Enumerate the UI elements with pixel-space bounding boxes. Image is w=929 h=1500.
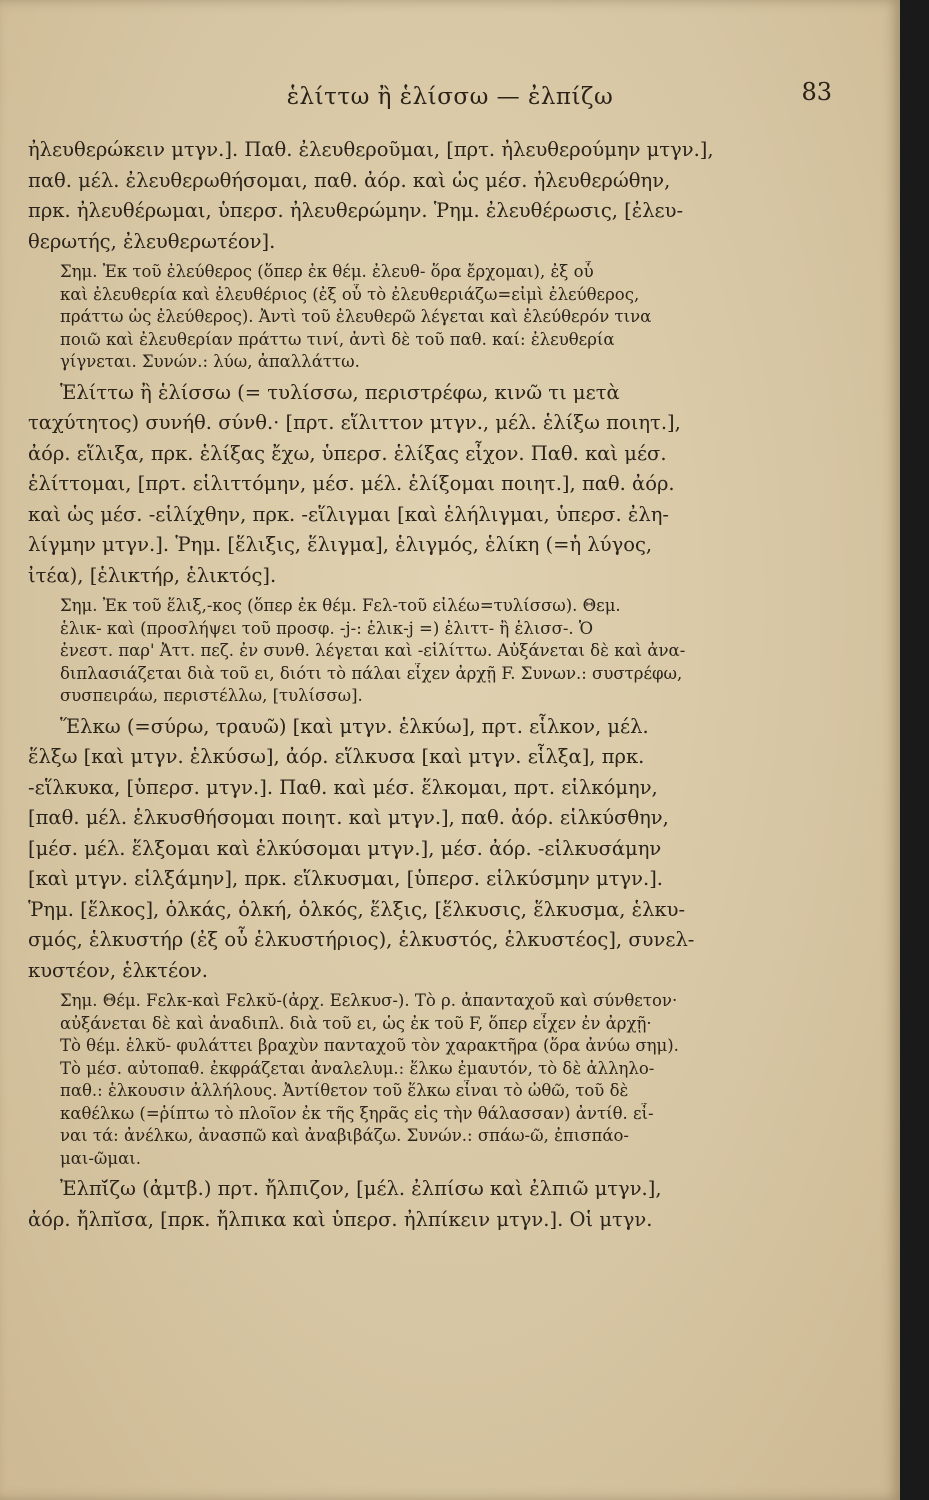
text-line: κυστέον, ἑλκτέον. (28, 958, 208, 982)
text-line: ἠλευθερώκειν μτγν.]. Παθ. ἐλευθεροῦμαι, [πρτ. ἠλευθερούμην μτγν.], (28, 138, 714, 161)
entry-paragraph (28, 378, 763, 592)
text-line: ἑλίττομαι, [πρτ. εἱλιττόμην, μέσ. μέλ. ἑλίξομαι ποιητ.], παθ. ἀόρ. (28, 472, 675, 495)
entry-paragraph (28, 135, 763, 257)
text-line: ἀόρ. ἤλπῐσα, [πρκ. ἤλπικα καὶ ὑπερσ. ἠλπίκειν μτγν.]. Οἱ μτγν. (28, 1207, 653, 1231)
text-line: ἀόρ. εἵλιξα, πρκ. ἑλίξας ἔχω, ὑπερσ. ἑλίξας εἶχον. Παθ. καὶ μέσ. (28, 441, 667, 465)
page-body (28, 135, 763, 1239)
text-line: καθέλκω (=ῥίπτω τὸ πλοῖον ἐκ τῆς ξηρᾶς εἰς τὴν θάλασσαν) ἀντίθ. εἶ- (60, 1103, 654, 1123)
text-line: Τὸ μέσ. αὐτοπαθ. ἐκφράζεται ἀναλελυμ.: ἕλκω ἐμαυτόν, τὸ δὲ ἀλληλο- (60, 1058, 655, 1078)
text-line: παθ.: ἑλκουσιν ἀλλήλους. Ἀντίθετον τοῦ ἕλκω εἶναι τὸ ὠθῶ, τοῦ δὲ (60, 1081, 629, 1100)
text-line: συσπειράω, περιστέλλω, [τυλίσσω]. (60, 686, 363, 705)
entry-paragraph (28, 712, 763, 987)
text-line: Ἐλπί̆ζω (ἀμτβ.) πρτ. ἤλπιζον, [μέλ. ἐλπίσω καὶ ἐλπιῶ μτγν.], (60, 1177, 662, 1200)
text-line: θερωτής, ἐλευθερωτέον]. (28, 229, 276, 253)
text-line: [παθ. μέλ. ἑλκυσθήσομαι ποιητ. καὶ μτγν.], παθ. ἀόρ. εἱλκύσθην, (28, 806, 669, 829)
text-line: διπλασιάζεται διὰ τοῦ ει, διότι τὸ πάλαι εἶχεν ἀρχῇ F. Συνων.: συστρέφω, (60, 663, 683, 683)
text-line: Σημ. Θέμ. Fελκ-καὶ Fελκῠ-(ἀρχ. Εελκυσ-). Τὸ ρ. ἀπανταχοῦ καὶ σύνθετον· (60, 991, 678, 1010)
text-line: αὐξάνεται δὲ καὶ ἀναδιπλ. διὰ τοῦ ει, ὡς ἐκ τοῦ F, ὅπερ εἶχεν ἐν ἀρχῇ· (60, 1013, 652, 1033)
text-line: παθ. μέλ. ἐλευθερωθήσομαι, παθ. ἀόρ. καὶ ὡς μέσ. ἠλευθερώθην, (28, 168, 671, 192)
text-line: [μέσ. μέλ. ἕλξομαι καὶ ἑλκύσομαι μτγν.], μέσ. ἀόρ. -εἱλκυσάμην (28, 836, 662, 860)
running-head: ἑλίττω ἢ ἑλίσσω — ἐλπίζω (286, 84, 614, 110)
text-line: πρκ. ἠλευθέρωμαι, ὑπερσ. ἠλευθερώμην. Ῥημ. ἐλευθέρωσις, [ἐλευ- (28, 199, 684, 222)
text-line: ἰτέα), [ἑλικτήρ, ἑλικτός]. (28, 563, 277, 587)
text-line: λίγμην μτγν.]. Ῥημ. [ἕλιξις, ἕλιγμα], ἑλιγμός, ἑλίκη (=ἡ λύγος, (28, 533, 653, 556)
text-line: γίγνεται. Συνών.: λύω, ἀπαλλάττω. (60, 352, 360, 371)
text-line: ποιῶ καὶ ἐλευθερίαν πράττω τινί, ἀντὶ δὲ τοῦ παθ. καί: ἐλευθερία (60, 329, 615, 349)
text-line: Ἑλίττω ἢ ἑλίσσω (= τυλίσσω, περιστρέφω, κινῶ τι μετὰ (60, 380, 620, 404)
text-line: Ἕλκω (=σύρω, τραυῶ) [καὶ μτγν. ἑλκύω], πρτ. εἷλκον, μέλ. (60, 714, 649, 738)
scan-edge (900, 0, 929, 1500)
page-header (60, 78, 840, 118)
text-line: Σημ. Ἐκ τοῦ ἐλεύθερος (ὅπερ ἐκ θέμ. ἐλευθ- ὅρα ἔρχομαι), ἐξ οὗ (60, 262, 594, 281)
entry-paragraph (28, 1174, 763, 1235)
text-line: μαι-ῶμαι. (60, 1148, 141, 1168)
text-line: ἐνεστ. παρ' Ἀττ. πεζ. ἐν συνθ. λέγεται καὶ -εἱλίττω. Αὐξάνεται δὲ καὶ ἀνα- (60, 641, 686, 660)
text-line: Σημ. Ἐκ τοῦ ἕλιξ,-κος (ὅπερ ἐκ θέμ. Fελ-τοῦ εἰλέω=τυλίσσω). Θεμ. (60, 596, 621, 615)
note-paragraph (28, 595, 763, 708)
text-line: Τὸ θέμ. ἑλκῠ- φυλάττει βραχὺν πανταχοῦ τὸν χαρακτῆρα (ὅρα ἀνύω σημ). (60, 1036, 679, 1055)
note-paragraph (28, 990, 763, 1170)
text-line: ἕλξω [καὶ μτγν. ἑλκύσω], ἀόρ. εἵλκυσα [καὶ μτγν. εἷλξα], πρκ. (28, 745, 645, 768)
page-number: 83 (801, 78, 832, 106)
text-line: ταχύτητος) συνήθ. σύνθ.· [πρτ. εἵλιττον μτγν., μέλ. ἑλίξω ποιητ.], (28, 411, 681, 434)
text-line: Ῥημ. [ἕλκος], ὁλκάς, ὁλκή, ὁλκός, ἕλξις, [ἕλκυσις, ἕλκυσμα, ἑλκυ- (28, 897, 686, 921)
text-line: ἑλικ- καὶ (προσλήψει τοῦ προσφ. -j-: ἑλικ-j =) ἑλιττ- ἢ ἑλισσ-. Ὁ (60, 618, 594, 638)
text-line: -εἵλκυκα, [ὑπερσ. μτγν.]. Παθ. καὶ μέσ. ἕλκομαι, πρτ. εἱλκόμην, (28, 775, 658, 799)
text-line: καὶ ὡς μέσ. -εἱλίχθην, πρκ. -εἵλιγμαι [καὶ ἑλήλιγμαι, ὑπερσ. ἐλη- (28, 502, 669, 526)
note-paragraph (28, 261, 763, 374)
text-line: ναι τά: ἀνέλκω, ἀνασπῶ καὶ ἀναβιβάζω. Συνών.: σπάω-ῶ, ἐπισπάο- (60, 1126, 629, 1145)
text-line: σμός, ἑλκυστήρ (ἐξ οὗ ἑλκυστήριος), ἑλκυστός, ἑλκυστέος], συνελ- (28, 928, 695, 951)
text-line: [καὶ μτγν. εἱλξάμην], πρκ. εἵλκυσμαι, [ὑπερσ. εἱλκύσμην μτγν.]. (28, 867, 664, 890)
text-line: πράττω ὡς ἐλεύθερος). Ἀντὶ τοῦ ἐλευθερῶ λέγεται καὶ ἐλεύθερόν τινα (60, 307, 652, 326)
text-line: καὶ ἐλευθερία καὶ ἐλευθέριος (ἐξ οὗ τὸ ἐλευθεριάζω=εἰμὶ ἐλεύθερος, (60, 284, 640, 304)
